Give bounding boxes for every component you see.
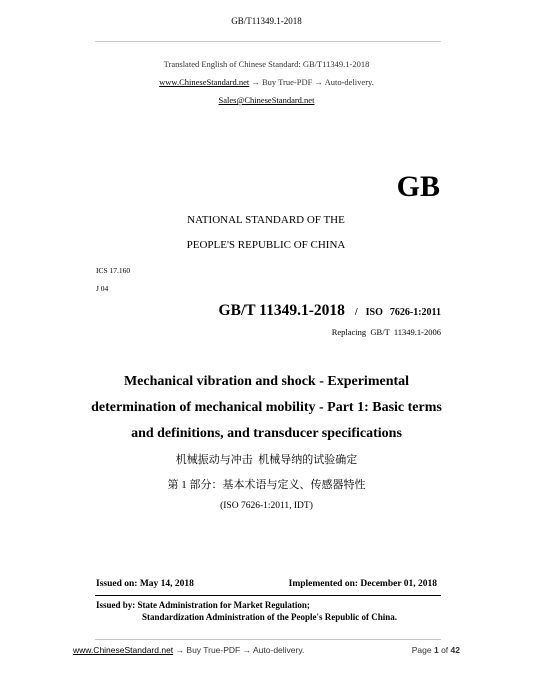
translation-note-line1: Translated English of Chinese Standard: GB/T11349.1-2018 xyxy=(163,59,370,69)
of-label: of xyxy=(441,645,449,655)
page-total: 42 xyxy=(450,645,460,655)
translation-note-email xyxy=(0,95,533,105)
iso-number: 7626-1:2011 xyxy=(389,307,441,318)
issued-date: Issued on: May 14, 2018 xyxy=(96,579,194,589)
footer-buy-text: → Buy True-PDF → Auto-delivery. xyxy=(173,645,305,655)
header-divider xyxy=(95,41,441,42)
implemented-date: Implemented on: December 01, 2018 xyxy=(288,579,437,589)
standard-number-line xyxy=(96,302,441,320)
footer-note xyxy=(73,645,304,655)
chinese-title-line2: 第 1 部分：基本术语与定义、传感器特性 xyxy=(167,479,366,491)
iso-equivalence: (ISO 7626-1:2011, IDT) xyxy=(220,501,313,511)
national-title-line1: NATIONAL STANDARD OF THE xyxy=(187,214,345,226)
replacing-note: Replacing GB/T 11349.1-2006 xyxy=(331,327,441,337)
ccs-code: J 04 xyxy=(96,284,109,293)
gb-mark: GB xyxy=(396,170,440,203)
buy-pdf-text: → Buy True-PDF → Auto-delivery. xyxy=(249,77,374,87)
chinese-title-line1: 机械振动与冲击 机械导纳的试验确定 xyxy=(175,454,358,466)
page-label: Page xyxy=(411,645,432,655)
footer-divider xyxy=(95,639,441,640)
ics-code: ICS 17.160 xyxy=(96,266,131,275)
title-line1: Mechanical vibration and shock - Experimental xyxy=(123,374,410,389)
title-line2: determination of mechanical mobility - Part 1: Basic terms xyxy=(91,400,442,415)
running-header xyxy=(0,16,533,26)
issuer-line1: Issued by: State Administration for Market Regulation; xyxy=(96,600,310,610)
page-number: 1 xyxy=(433,645,439,655)
national-title-line2: PEOPLE'S REPUBLIC OF CHINA xyxy=(186,239,346,251)
chinesestandard-link[interactable]: www.ChineseStandard.net xyxy=(159,77,250,87)
standard-number: GB/T 11349.1-2018 xyxy=(218,302,345,319)
page-indicator xyxy=(340,645,460,655)
title-line3: and definitions, and transducer specifications xyxy=(131,426,402,441)
sales-email-link[interactable]: Sales@ChineseStandard.net xyxy=(218,95,315,105)
translation-note-line2 xyxy=(0,77,533,87)
number-separator: / xyxy=(354,307,358,318)
iso-prefix: ISO xyxy=(365,307,383,318)
header-code: GB/T11349.1-2018 xyxy=(231,16,302,26)
footer-chinesestandard-link[interactable]: www.ChineseStandard.net xyxy=(73,645,174,655)
issuer-line2: Standardization Administration of the People's Republic of China. xyxy=(142,612,398,622)
dates-divider xyxy=(95,595,441,596)
